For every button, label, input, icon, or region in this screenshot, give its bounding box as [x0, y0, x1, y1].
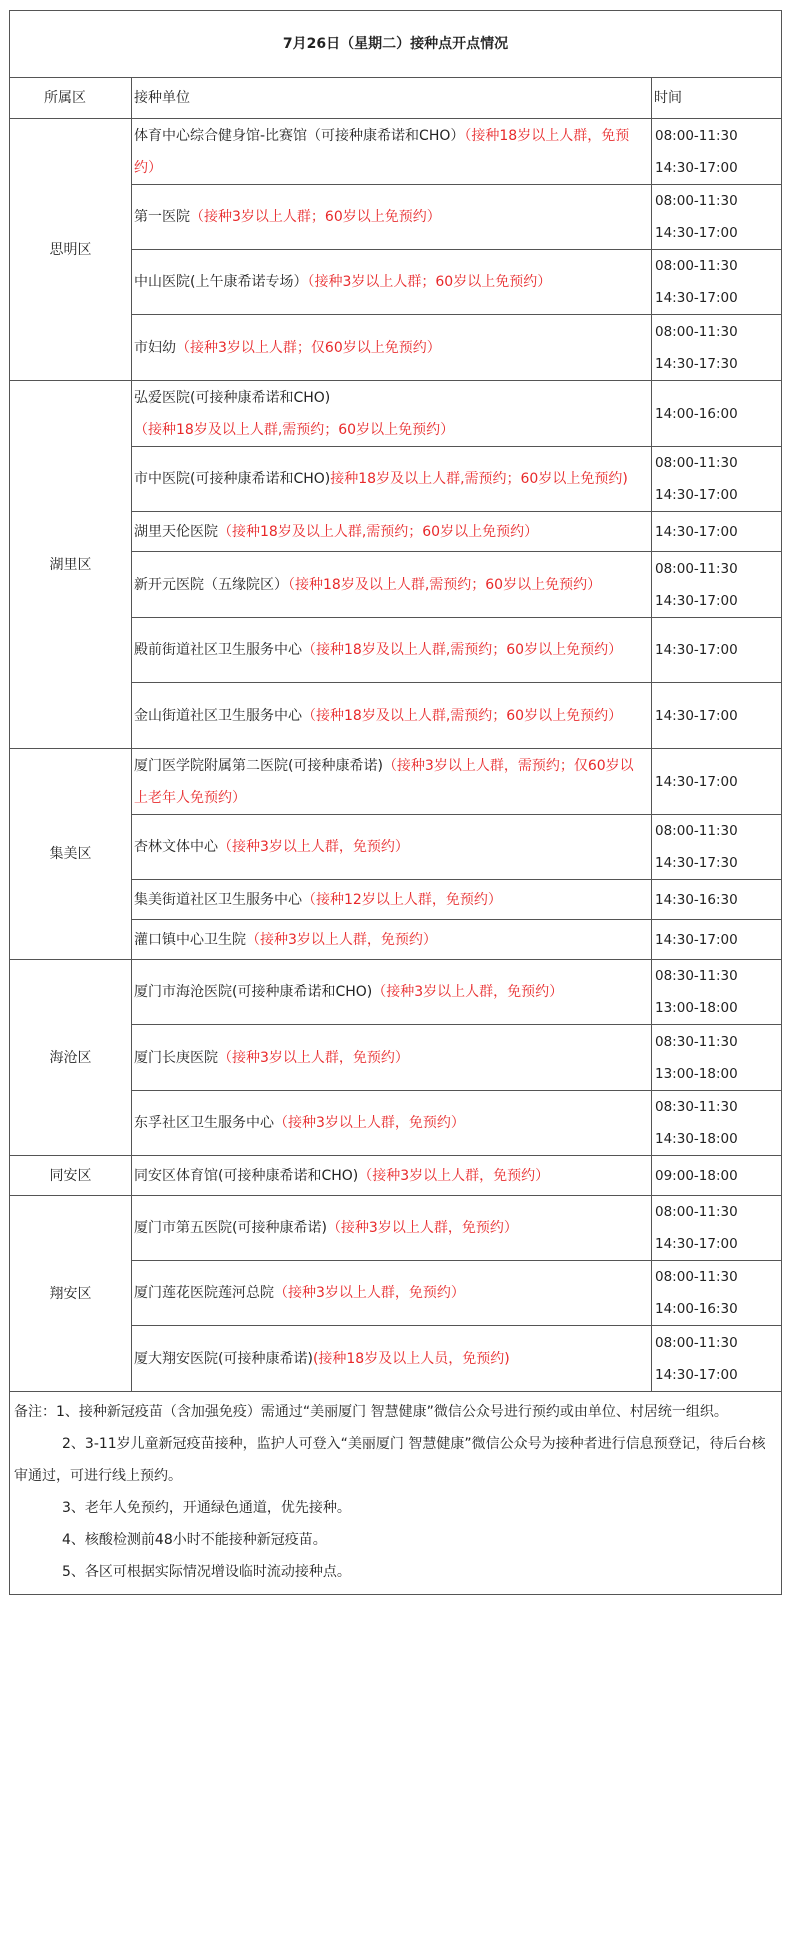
site-name: 新开元医院（五缘院区）	[134, 576, 288, 593]
time-cell	[652, 1091, 782, 1156]
note-item: 2、3-11岁儿童新冠疫苗接种，监护人可登入“美丽厦门 智慧健康”微信公众号为接种者进行信息预登记，待后台核审通过，可进行线上预约。	[14, 1436, 766, 1484]
time-slot: 14:30-18:00	[655, 1131, 738, 1147]
time-slot: 14:30-17:00	[655, 773, 738, 790]
site-cell	[132, 185, 652, 250]
time-slot: 14:30-17:00	[655, 707, 738, 724]
time-slot: 08:00-11:30	[655, 1204, 738, 1220]
time-slot: 14:30-17:00	[655, 225, 738, 241]
site-eligibility-note: （接种3岁以上人群，免预约）	[358, 1167, 550, 1184]
time-cell	[652, 552, 782, 618]
time-cell	[652, 618, 782, 683]
vaccination-schedule-sheet	[9, 10, 781, 1595]
time-cell	[652, 185, 782, 250]
time-cell	[652, 960, 782, 1025]
time-cell	[652, 749, 782, 815]
site-cell	[132, 618, 652, 683]
site-name: 厦门莲花医院莲河总院	[134, 1285, 274, 1301]
time-slot: 14:30-17:00	[655, 523, 738, 540]
district-name: 海沧区	[10, 960, 132, 1156]
site-name: 市妇幼	[134, 339, 176, 356]
site-cell	[132, 1261, 652, 1326]
site-name: 厦大翔安医院(可接种康希诺)	[134, 1350, 313, 1367]
district-name: 湖里区	[10, 381, 132, 749]
time-cell	[652, 250, 782, 315]
district-name: 翔安区	[10, 1196, 132, 1392]
site-name: 杏林文体中心	[134, 839, 218, 855]
time-cell	[652, 1025, 782, 1091]
time-slot: 08:00-11:30	[655, 1269, 738, 1285]
site-eligibility-note: （接种3岁以上人群，免预约）	[274, 1115, 465, 1131]
table-title: 7月26日（星期二）接种点开点情况	[10, 11, 782, 78]
site-eligibility-note: （接种18岁及以上人群,需预约；60岁以上免预约）	[302, 707, 623, 724]
site-cell	[132, 1196, 652, 1261]
time-cell	[652, 447, 782, 512]
time-cell	[652, 815, 782, 880]
site-name: 集美街道社区卫生服务中心	[134, 891, 302, 908]
time-slot: 08:00-11:30	[655, 193, 738, 209]
site-cell	[132, 315, 652, 381]
site-eligibility-note: （接种3岁以上人群，免预约）	[246, 931, 437, 948]
time-slot: 14:30-17:00	[655, 642, 738, 658]
site-eligibility-note: （接种3岁以上人群，免预约）	[274, 1285, 465, 1301]
notes-cell	[10, 1392, 782, 1595]
time-slot: 13:00-18:00	[655, 1065, 738, 1082]
site-cell	[132, 1091, 652, 1156]
time-slot: 13:00-18:00	[655, 1000, 738, 1016]
site-name: 厦门长庚医院	[134, 1049, 218, 1066]
site-name: 东孚社区卫生服务中心	[134, 1115, 274, 1131]
site-cell	[132, 119, 652, 185]
site-cell	[132, 960, 652, 1025]
site-eligibility-note: 接种18岁及以上人群,需预约；60岁以上免预约)	[330, 471, 628, 487]
site-eligibility-note: （接种3岁以上人群，免预约）	[372, 984, 564, 1000]
site-eligibility-note: （接种18岁及以上人群,需预约；60岁以上免预约）	[288, 576, 602, 593]
time-cell	[652, 1196, 782, 1261]
site-eligibility-note: （接种3岁以上人群，需预约；仅60岁以上老年人免预约）	[134, 757, 634, 806]
district-name: 集美区	[10, 749, 132, 960]
district-name: 思明区	[10, 119, 132, 381]
site-eligibility-note: （接种12岁以上人群，免预约）	[302, 891, 502, 908]
table-row	[10, 960, 782, 1025]
time-cell	[652, 1261, 782, 1326]
time-slot: 08:00-11:30	[655, 127, 738, 144]
time-slot: 08:30-11:30	[655, 968, 738, 984]
time-cell	[652, 1156, 782, 1196]
time-slot: 14:30-17:00	[655, 1236, 738, 1252]
site-eligibility-note: （接种18岁以上人群，免预约）	[134, 127, 630, 176]
time-slot: 09:00-18:00	[655, 1167, 738, 1184]
site-name: 湖里天伦医院	[134, 523, 218, 540]
note-item: 3、老年人免预约，开通绿色通道，优先接种。	[62, 1500, 351, 1516]
site-eligibility-note: （接种3岁以上人群，免预约）	[218, 839, 409, 855]
site-eligibility-note: （接种3岁以上人群，免预约）	[326, 1220, 518, 1236]
header-time: 时间	[652, 78, 782, 119]
site-cell	[132, 1326, 652, 1392]
site-eligibility-note: （接种3岁以上人群；60岁以上免预约）	[190, 209, 441, 225]
site-eligibility-note: （接种3岁以上人群，免预约）	[218, 1049, 409, 1066]
site-name: 同安区体育馆(可接种康希诺和CHO)	[134, 1167, 359, 1184]
time-cell	[652, 381, 782, 447]
time-slot: 14:30-17:00	[655, 592, 738, 609]
site-name: 市中医院(可接种康希诺和CHO)	[134, 471, 331, 487]
notes-row	[10, 1392, 782, 1595]
header-district: 所属区	[10, 78, 132, 119]
table-row	[10, 381, 782, 447]
site-cell	[132, 749, 652, 815]
time-cell	[652, 880, 782, 920]
note-item: 4、核酸检测前48小时不能接种新冠疫苗。	[62, 1532, 327, 1548]
site-name: 弘爱医院(可接种康希诺和CHO)	[134, 389, 331, 406]
site-cell	[132, 381, 652, 447]
site-cell	[132, 880, 652, 920]
site-name: 厦门医学院附属第二医院(可接种康希诺)	[134, 757, 383, 774]
time-slot: 08:00-11:30	[655, 823, 738, 839]
time-slot: 14:30-17:30	[655, 355, 738, 372]
site-name: 厦门市第五医院(可接种康希诺)	[134, 1220, 327, 1236]
time-cell	[652, 512, 782, 552]
site-cell	[132, 815, 652, 880]
site-eligibility-note: （接种18岁及以上人群,需预约；60岁以上免预约）	[218, 523, 539, 540]
site-eligibility-note: （接种18岁及以上人群,需预约；60岁以上免预约）	[302, 642, 623, 658]
site-name: 殿前街道社区卫生服务中心	[134, 642, 302, 658]
time-cell	[652, 1326, 782, 1392]
time-slot: 14:30-16:30	[655, 891, 738, 908]
site-name: 体育中心综合健身馆-比赛馆（可接种康希诺和CHO）	[134, 127, 465, 144]
time-slot: 14:30-17:00	[655, 931, 738, 948]
site-cell	[132, 1156, 652, 1196]
time-slot: 14:30-17:30	[655, 855, 738, 871]
time-slot: 14:00-16:00	[655, 405, 738, 422]
site-eligibility-note: (接种18岁及以上人员，免预约)	[312, 1350, 510, 1367]
site-name: 金山街道社区卫生服务中心	[134, 707, 302, 724]
header-row	[10, 78, 782, 119]
time-slot: 08:00-11:30	[655, 258, 738, 274]
site-eligibility-note: （接种3岁以上人群；仅60岁以上免预约）	[176, 339, 441, 356]
title-row	[10, 11, 782, 78]
site-cell	[132, 1025, 652, 1091]
time-cell	[652, 315, 782, 381]
table-row	[10, 1156, 782, 1196]
time-cell	[652, 683, 782, 749]
site-eligibility-note: （接种18岁及以上人群,需预约；60岁以上免预约）	[134, 421, 455, 438]
table-row	[10, 119, 782, 185]
schedule-table	[9, 10, 782, 1595]
site-name: 灌口镇中心卫生院	[134, 931, 246, 948]
time-cell	[652, 920, 782, 960]
site-name: 厦门市海沧医院(可接种康希诺和CHO)	[134, 984, 373, 1000]
site-cell	[132, 552, 652, 618]
note-item: 5、各区可根据实际情况增设临时流动接种点。	[62, 1564, 351, 1580]
site-cell	[132, 920, 652, 960]
time-slot: 14:30-17:00	[655, 1366, 738, 1383]
time-slot: 08:00-11:30	[655, 1334, 738, 1351]
time-slot: 08:30-11:30	[655, 1033, 738, 1050]
site-cell	[132, 250, 652, 315]
header-unit: 接种单位	[132, 78, 652, 119]
site-cell	[132, 512, 652, 552]
table-row	[10, 749, 782, 815]
time-slot: 14:00-16:30	[655, 1301, 738, 1317]
note-item: 备注：1、接种新冠疫苗（含加强免疫）需通过“美丽厦门 智慧健康”微信公众号进行预约或由单位、村居统一组织。	[14, 1404, 728, 1420]
district-name: 同安区	[10, 1156, 132, 1196]
time-slot: 08:30-11:30	[655, 1099, 738, 1115]
site-cell	[132, 447, 652, 512]
site-eligibility-note: （接种3岁以上人群；60岁以上免预约）	[307, 274, 552, 290]
time-slot: 14:30-17:00	[655, 290, 738, 306]
table-row	[10, 1196, 782, 1261]
time-slot: 14:30-17:00	[655, 487, 738, 503]
time-slot: 08:00-11:30	[655, 455, 738, 471]
site-name: 第一医院	[134, 209, 190, 225]
time-slot: 08:00-11:30	[655, 560, 738, 577]
time-slot: 14:30-17:00	[655, 159, 738, 176]
site-cell	[132, 683, 652, 749]
site-name: 中山医院(上午康希诺专场）	[134, 274, 308, 290]
time-slot: 08:00-11:30	[655, 323, 738, 340]
time-cell	[652, 119, 782, 185]
